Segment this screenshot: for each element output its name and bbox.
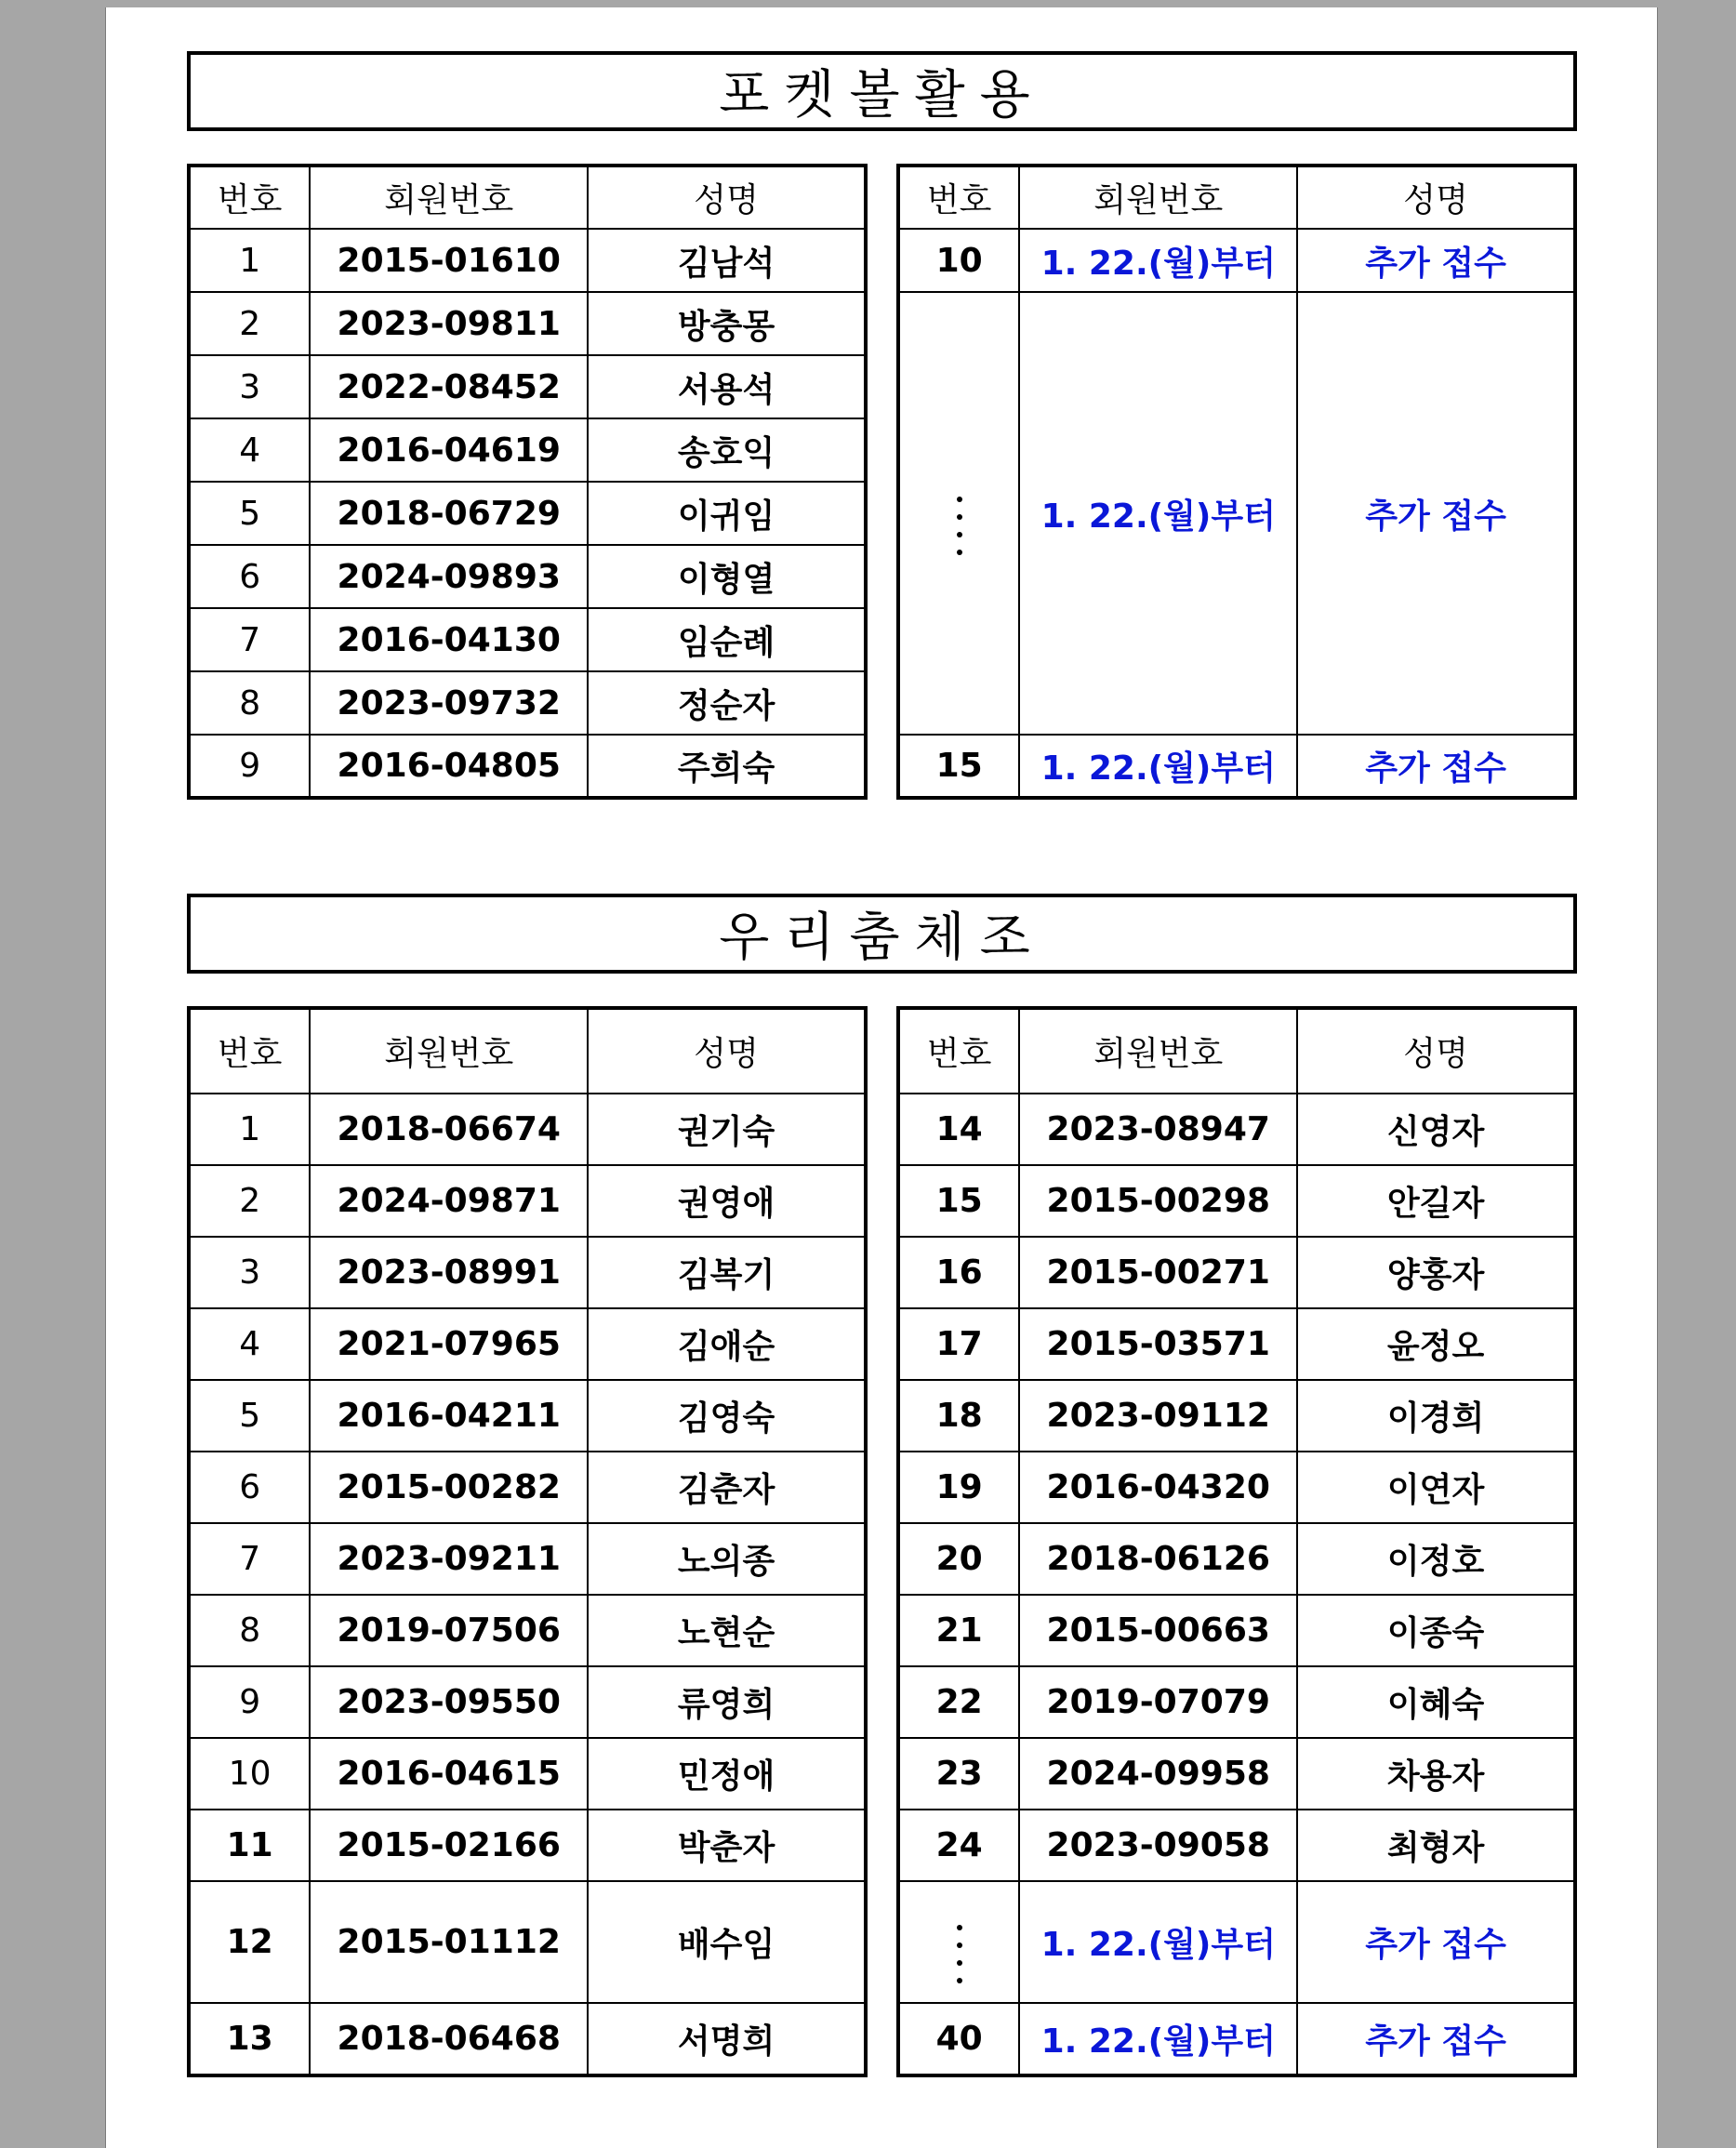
- member-name: 김영숙: [588, 1380, 866, 1452]
- member-name: 류영희: [588, 1666, 866, 1738]
- row-number: 1: [189, 229, 310, 292]
- member-name: 이형열: [588, 545, 866, 608]
- row-number: 18: [898, 1380, 1019, 1452]
- table-row: [189, 1308, 866, 1380]
- table-row: [898, 1595, 1575, 1666]
- header-number: 번호: [189, 166, 310, 229]
- member-name: 김복기: [588, 1237, 866, 1308]
- additional-intake-note: 추가 접수: [1297, 2003, 1575, 2075]
- member-id: 2023-08947: [1019, 1094, 1297, 1165]
- dance-left-table: [187, 1006, 868, 2077]
- member-id: 2023-08991: [310, 1237, 588, 1308]
- member-name: 김남석: [588, 229, 866, 292]
- member-id: 2023-09211: [310, 1523, 588, 1595]
- table-row: [898, 735, 1575, 798]
- table-row: [189, 355, 866, 418]
- member-id: 2016-04615: [310, 1738, 588, 1810]
- additional-intake-date: 1. 22.(월)부터: [1019, 735, 1297, 798]
- member-name: 배수임: [588, 1881, 866, 2003]
- member-id: 2016-04619: [310, 418, 588, 482]
- member-id: 2024-09871: [310, 1165, 588, 1237]
- table-row: [189, 418, 866, 482]
- table-header-row: [189, 166, 866, 229]
- row-number: 23: [898, 1738, 1019, 1810]
- row-number: 15: [898, 1165, 1019, 1237]
- member-name: 민정애: [588, 1738, 866, 1810]
- member-name: 임순례: [588, 608, 866, 671]
- table-row: [898, 1452, 1575, 1523]
- table-header-row: [898, 166, 1575, 229]
- header-number: 번호: [898, 166, 1019, 229]
- member-id: 2016-04320: [1019, 1452, 1297, 1523]
- row-number: 40: [898, 2003, 1019, 2075]
- additional-intake-date: 1. 22.(월)부터: [1019, 1881, 1297, 2003]
- row-number: 4: [189, 1308, 310, 1380]
- row-number: 22: [898, 1666, 1019, 1738]
- additional-intake-note: 추가 접수: [1297, 735, 1575, 798]
- member-id: 2016-04805: [310, 735, 588, 798]
- member-name: 이경희: [1297, 1380, 1575, 1452]
- header-member-id: 회원번호: [310, 1008, 588, 1094]
- row-number: 20: [898, 1523, 1019, 1595]
- table-row: [189, 1237, 866, 1308]
- header-member-id: 회원번호: [310, 166, 588, 229]
- row-number: 10: [189, 1738, 310, 1810]
- table-row: [189, 1738, 866, 1810]
- row-number: 2: [189, 1165, 310, 1237]
- member-name: 방충몽: [588, 292, 866, 355]
- member-id: 2024-09893: [310, 545, 588, 608]
- header-name: 성명: [588, 166, 866, 229]
- member-name: 이정호: [1297, 1523, 1575, 1595]
- table-row: [189, 2003, 866, 2075]
- table-row: [189, 608, 866, 671]
- row-number: 9: [189, 1666, 310, 1738]
- table-row: [189, 1165, 866, 1237]
- row-number: 8: [189, 1595, 310, 1666]
- dance-right-table: [896, 1006, 1577, 2077]
- table-row: [189, 1881, 866, 2003]
- row-number: 8: [189, 671, 310, 735]
- member-name: 박춘자: [588, 1810, 866, 1881]
- section-title-pocketball: 포켓볼활용: [187, 51, 1577, 131]
- row-number: 21: [898, 1595, 1019, 1666]
- row-number: 19: [898, 1452, 1019, 1523]
- vertical-ellipsis-icon: [957, 497, 962, 555]
- member-name: 최형자: [1297, 1810, 1575, 1881]
- table-row: [898, 1308, 1575, 1380]
- member-name: 신영자: [1297, 1094, 1575, 1165]
- row-number: 1: [189, 1094, 310, 1165]
- row-number: 12: [189, 1881, 310, 2003]
- member-id: 2016-04211: [310, 1380, 588, 1452]
- table-row: [189, 735, 866, 798]
- table-row: [898, 1523, 1575, 1595]
- row-number: 7: [189, 1523, 310, 1595]
- member-id: 2022-08452: [310, 355, 588, 418]
- member-id: 2019-07506: [310, 1595, 588, 1666]
- member-id: 2018-06468: [310, 2003, 588, 2075]
- member-name: 서용석: [588, 355, 866, 418]
- table-row: [189, 1523, 866, 1595]
- member-name: 김애순: [588, 1308, 866, 1380]
- member-name: 노의종: [588, 1523, 866, 1595]
- member-id: 2015-00663: [1019, 1595, 1297, 1666]
- table-row: [898, 229, 1575, 292]
- additional-intake-note: 추가 접수: [1297, 292, 1575, 735]
- member-id: 2015-00298: [1019, 1165, 1297, 1237]
- header-name: 성명: [1297, 1008, 1575, 1094]
- row-number: 7: [189, 608, 310, 671]
- pocketball-left-table: [187, 164, 868, 800]
- table-row: [189, 545, 866, 608]
- table-header-row: [898, 1008, 1575, 1094]
- member-name: 권기숙: [588, 1094, 866, 1165]
- table-header-row: [189, 1008, 866, 1094]
- header-name: 성명: [1297, 166, 1575, 229]
- member-name: 정순자: [588, 671, 866, 735]
- member-name: 김춘자: [588, 1452, 866, 1523]
- pocketball-right-table: [896, 164, 1577, 800]
- member-name: 이혜숙: [1297, 1666, 1575, 1738]
- member-id: 2023-09811: [310, 292, 588, 355]
- member-id: 2018-06674: [310, 1094, 588, 1165]
- row-number: 24: [898, 1810, 1019, 1881]
- table-row: [189, 1595, 866, 1666]
- member-id: 2015-00282: [310, 1452, 588, 1523]
- table-row: [898, 1165, 1575, 1237]
- member-name: 서명희: [588, 2003, 866, 2075]
- member-id: 2019-07079: [1019, 1666, 1297, 1738]
- table-row: [898, 1738, 1575, 1810]
- row-number: 5: [189, 1380, 310, 1452]
- header-number: 번호: [189, 1008, 310, 1094]
- member-name: 양홍자: [1297, 1237, 1575, 1308]
- header-member-id: 회원번호: [1019, 166, 1297, 229]
- table-row: [189, 1094, 866, 1165]
- row-number: 6: [189, 545, 310, 608]
- member-id: 2021-07965: [310, 1308, 588, 1380]
- row-number: 5: [189, 482, 310, 545]
- member-id: 2018-06729: [310, 482, 588, 545]
- row-number: 3: [189, 355, 310, 418]
- header-member-id: 회원번호: [1019, 1008, 1297, 1094]
- additional-intake-note: 추가 접수: [1297, 229, 1575, 292]
- member-name: 송호익: [588, 418, 866, 482]
- header-number: 번호: [898, 1008, 1019, 1094]
- member-name: 안길자: [1297, 1165, 1575, 1237]
- table-row: [898, 1666, 1575, 1738]
- table-row: [189, 292, 866, 355]
- section-title-dance-exercise: 우리춤체조: [187, 894, 1577, 974]
- member-id: 2015-00271: [1019, 1237, 1297, 1308]
- row-number: 9: [189, 735, 310, 798]
- table-row: [898, 292, 1575, 735]
- table-row: [898, 1810, 1575, 1881]
- table-row: [898, 1094, 1575, 1165]
- member-id: 2018-06126: [1019, 1523, 1297, 1595]
- row-number: 14: [898, 1094, 1019, 1165]
- member-name: 이종숙: [1297, 1595, 1575, 1666]
- member-id: 2023-09732: [310, 671, 588, 735]
- member-name: 주희숙: [588, 735, 866, 798]
- table-row: [898, 1881, 1575, 2003]
- additional-intake-date: 1. 22.(월)부터: [1019, 292, 1297, 735]
- member-id: 2015-01610: [310, 229, 588, 292]
- row-number: [898, 292, 1019, 735]
- member-name: 권영애: [588, 1165, 866, 1237]
- member-name: 이귀임: [588, 482, 866, 545]
- row-number: 6: [189, 1452, 310, 1523]
- header-name: 성명: [588, 1008, 866, 1094]
- table-row: [189, 1452, 866, 1523]
- table-row: [898, 1380, 1575, 1452]
- table-row: [189, 482, 866, 545]
- row-number: 15: [898, 735, 1019, 798]
- table-row: [189, 1810, 866, 1881]
- row-number: 17: [898, 1308, 1019, 1380]
- row-number: 2: [189, 292, 310, 355]
- row-number: 11: [189, 1810, 310, 1881]
- table-row: [189, 1666, 866, 1738]
- table-row: [189, 671, 866, 735]
- additional-intake-date: 1. 22.(월)부터: [1019, 229, 1297, 292]
- row-number: 16: [898, 1237, 1019, 1308]
- member-id: 2015-03571: [1019, 1308, 1297, 1380]
- member-id: 2023-09550: [310, 1666, 588, 1738]
- table-row: [898, 1237, 1575, 1308]
- table-row: [898, 2003, 1575, 2075]
- row-number: 3: [189, 1237, 310, 1308]
- table-row: [189, 229, 866, 292]
- row-number: [898, 1881, 1019, 2003]
- additional-intake-date: 1. 22.(월)부터: [1019, 2003, 1297, 2075]
- member-name: 차용자: [1297, 1738, 1575, 1810]
- member-id: 2023-09058: [1019, 1810, 1297, 1881]
- row-number: 13: [189, 2003, 310, 2075]
- member-name: 노현순: [588, 1595, 866, 1666]
- additional-intake-note: 추가 접수: [1297, 1881, 1575, 2003]
- member-id: 2024-09958: [1019, 1738, 1297, 1810]
- vertical-ellipsis-icon: [957, 1925, 962, 1983]
- row-number: 4: [189, 418, 310, 482]
- member-name: 이연자: [1297, 1452, 1575, 1523]
- member-id: 2023-09112: [1019, 1380, 1297, 1452]
- member-id: 2015-02166: [310, 1810, 588, 1881]
- table-row: [189, 1380, 866, 1452]
- member-id: 2015-01112: [310, 1881, 588, 2003]
- member-id: 2016-04130: [310, 608, 588, 671]
- member-name: 윤정오: [1297, 1308, 1575, 1380]
- row-number: 10: [898, 229, 1019, 292]
